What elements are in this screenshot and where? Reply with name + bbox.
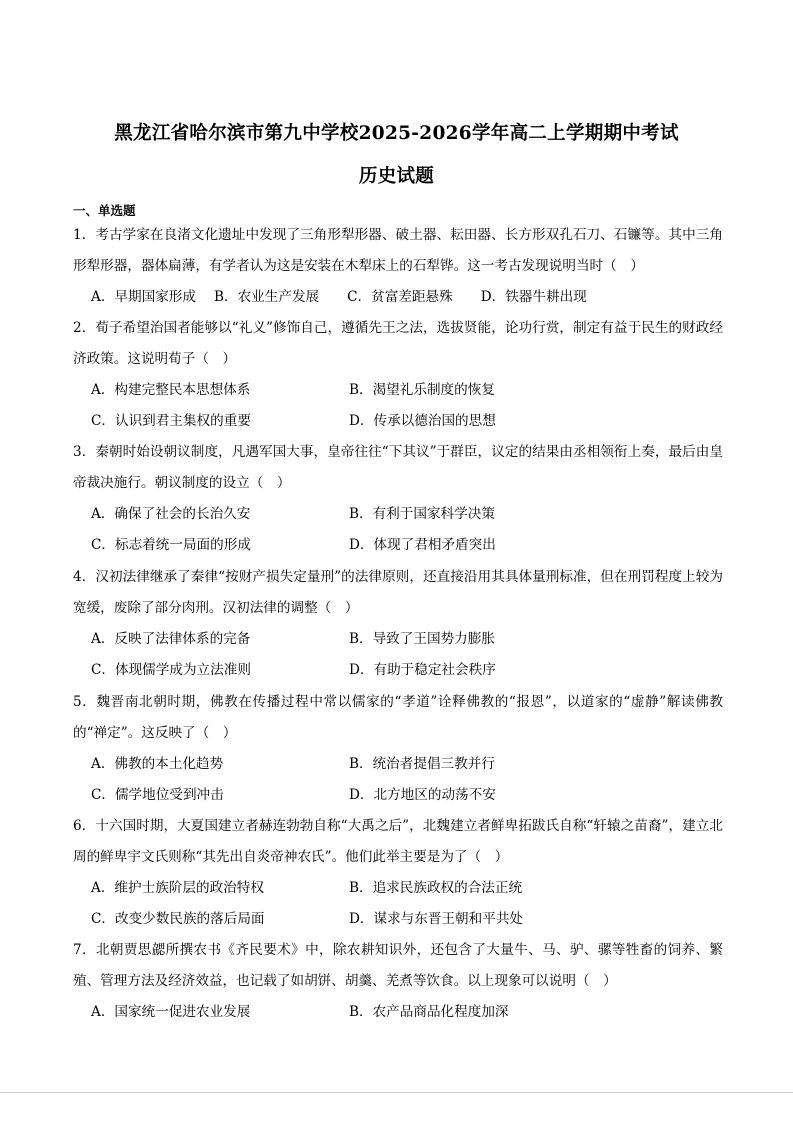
question-3-option-d: D．体现了君相矛盾突出 [349, 537, 496, 553]
exam-title: 黑龙江省哈尔滨市第九中学校2025-2026学年高二上学期期中考试 [114, 123, 679, 144]
question-2-option-a: A．构建完整民本思想体系 [91, 382, 251, 398]
question-7-option-b: B．农产品商品化程度加深 [349, 1004, 509, 1020]
question-7-option-a: A．国家统一促进农业发展 [91, 1004, 251, 1020]
question-4-option-d: D．有助于稳定社会秩序 [349, 662, 496, 678]
question-5-option-d: D．北方地区的动荡不安 [349, 787, 496, 803]
question-4-option-a: A．反映了法律体系的完备 [91, 631, 251, 647]
question-1-option-b: B．农业生产发展 [213, 289, 320, 305]
question-7-stem: 7．北朝贾思勰所撰农书《齐民要术》中，除农耕知识外，还包含了大量牛、马、驴、骡等牲畜的饲养、繁殖、管理方法及经济效益，也记载了如胡饼、胡羹、羌煮等饮食。以上现象可以说明（ ） [73, 942, 723, 989]
question-3-option-b: B．有利于国家科学决策 [349, 506, 495, 522]
question-6-option-c: C．改变少数民族的落后局面 [91, 911, 265, 927]
question-1-stem: 1．考古学家在良渚文化遗址中发现了三角形犁形器、破土器、耘田器、长方形双孔石刀、石镰等。其中三角形犁形器，器体扁薄，有学者认为这是安装在木犁床上的石犁铧。这一考古发现说明当时（ ） [73, 227, 723, 274]
question-5-option-c: C．儒学地位受到冲击 [91, 787, 224, 803]
question-5-option-b: B．统治者提倡三教并行 [349, 756, 495, 772]
question-3-options [91, 499, 731, 561]
question-2-option-d: D．传承以德治国的思想 [349, 413, 496, 429]
question-4-options [91, 624, 731, 686]
question-6-option-d: D．谋求与东晋王朝和平共处 [349, 911, 524, 927]
question-2-option-b: B．渴望礼乐制度的恢复 [349, 382, 495, 398]
question-7-options [91, 997, 731, 1028]
question-1-option-c: C．贫富差距悬殊 [347, 289, 453, 305]
question-2-options [91, 375, 731, 437]
question-3-option-c: C．标志着统一局面的形成 [91, 537, 251, 553]
question-6-option-b: B．追求民族政权的合法正统 [349, 880, 523, 896]
question-1-options [91, 282, 731, 313]
question-3-option-a: A．确保了社会的长治久安 [91, 506, 251, 522]
question-4-option-b: B．导致了王国势力膨胀 [349, 631, 495, 647]
question-6-option-a: A．维护士族阶层的政治特权 [91, 880, 264, 896]
question-4-option-c: C．体现儒学成为立法准则 [91, 662, 251, 678]
question-4-stem: 4．汉初法律继承了秦律“按财产损失定量刑”的法律原则，还直接沿用其具体量刑标准，但在刑罚程度上较为宽缓，废除了部分肉刑。汉初法律的调整（ ） [73, 569, 723, 616]
question-5-options [91, 749, 731, 811]
exam-subject-title: 历史试题 [358, 166, 435, 187]
question-2-stem: 2．荀子希望治国者能够以“礼义”修饰自己，遵循先王之法，选拔贤能，论功行赏，制定有益于民生的财政经济政策。这说明荀子（ ） [73, 320, 723, 367]
question-1-option-a: A．早期国家形成 [91, 289, 196, 305]
question-1-option-d: D．铁器牛耕出现 [480, 289, 587, 305]
question-6-options [91, 873, 731, 935]
question-5-stem: 5．魏晋南北朝时期，佛教在传播过程中常以儒家的“孝道”诠释佛教的“报恩”，以道家的“虚静”解读佛教的“禅定”。这反映了（ ） [73, 694, 723, 741]
question-2-option-c: C．认识到君主集权的重要 [91, 413, 251, 429]
question-3-stem: 3．秦朝时始设朝议制度，凡遇军国大事，皇帝往往“下其议”于群臣，议定的结果由丞相领衔上奏，最后由皇帝裁决施行。朝议制度的设立（ ） [73, 444, 723, 491]
question-5-option-a: A．佛教的本土化趋势 [91, 756, 224, 772]
section-heading: 一、单选题 [73, 203, 136, 218]
page-divider [0, 1092, 793, 1093]
question-6-stem: 6．十六国时期，大夏国建立者赫连勃勃自称“大禹之后”，北魏建立者鲜卑拓跋氏自称“轩辕之苗裔”，建立北周的鲜卑宇文氏则称“其先出自炎帝神农氏”。他们此举主要是为了（ ） [73, 818, 723, 865]
